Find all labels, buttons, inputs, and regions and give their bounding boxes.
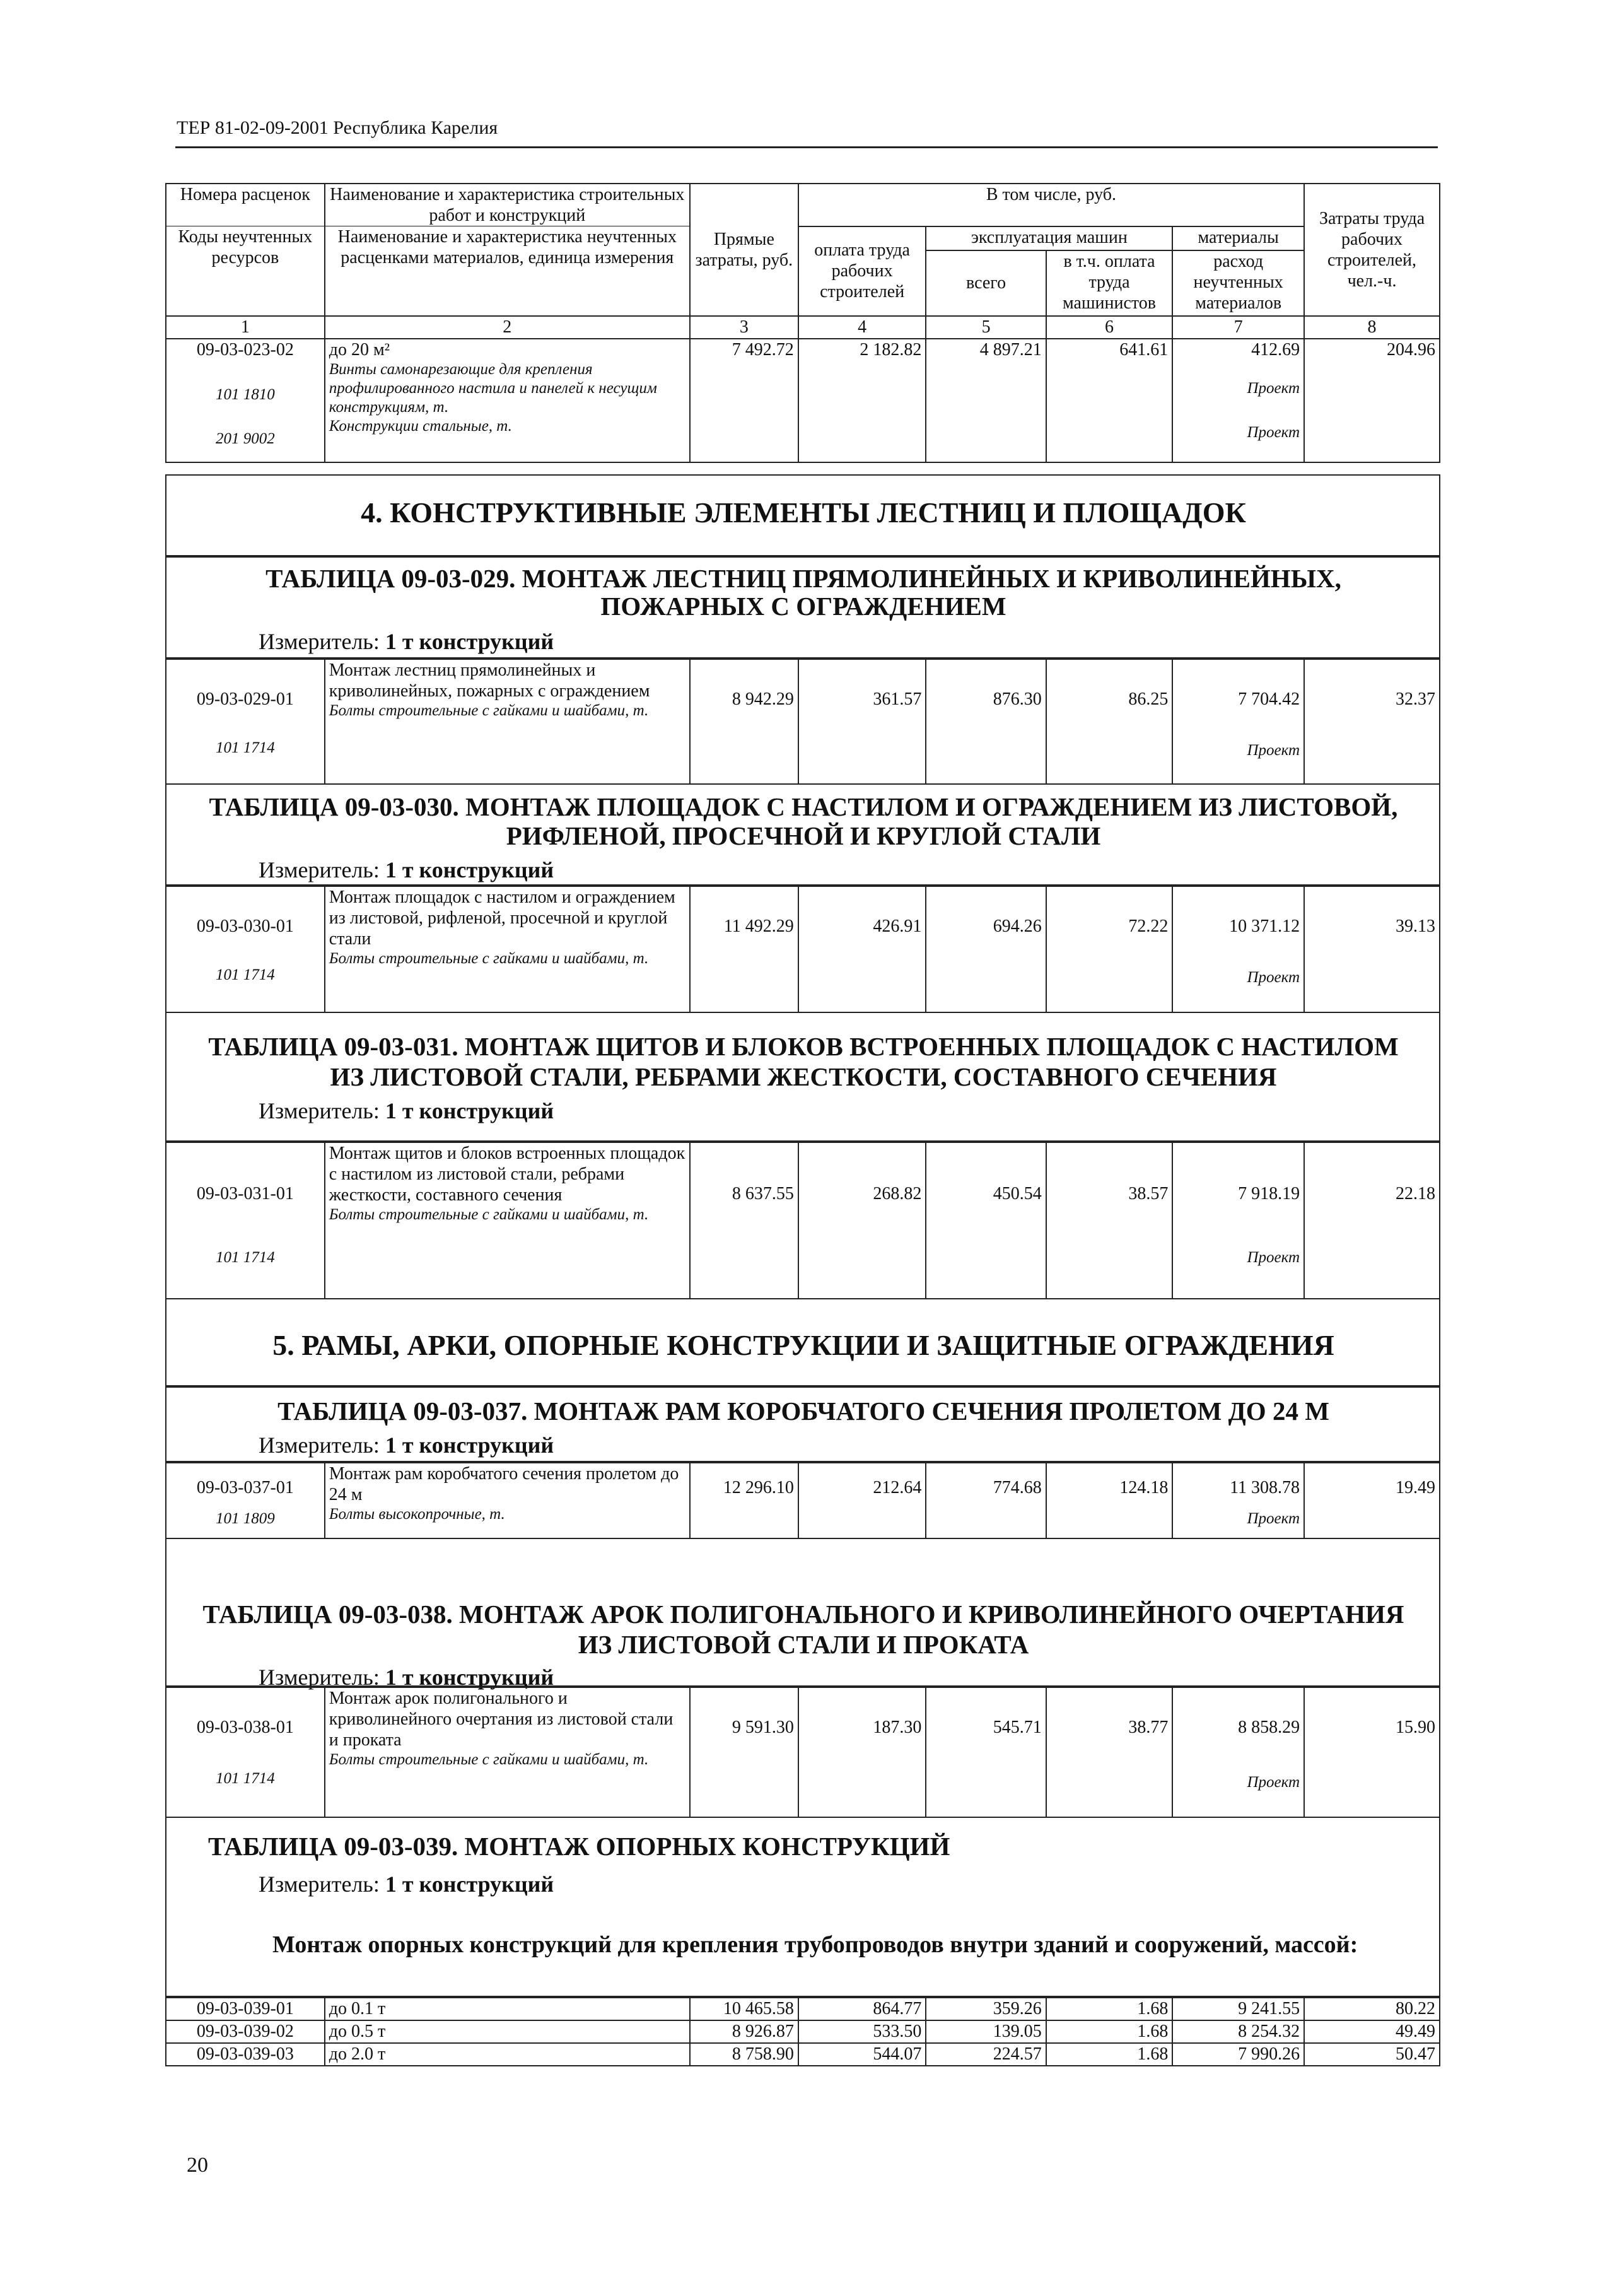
row-name: до 0.1 т [325, 1998, 690, 2020]
row-code-cell [166, 339, 325, 462]
resource-code: 101 1714 [215, 1249, 275, 1266]
wage-cost: 268.82 [798, 1142, 926, 1299]
col-mach-wage-header: в т.ч. оплата труда машинистов [1046, 250, 1173, 316]
materials-cost-cell [1172, 339, 1304, 462]
table-title: ИЗ ЛИСТОВОЙ СТАЛИ И ПРОКАТА [578, 1630, 1029, 1659]
materials-cost-cell [1172, 1463, 1304, 1538]
materials-cost: 412.69 [1251, 339, 1300, 360]
page-header: ТЕР 81-02-09-2001 Республика Карелия [177, 117, 498, 138]
row-name: Монтаж рам коробчатого сечения пролетом до 24 м [329, 1464, 679, 1504]
header-rule [175, 146, 1438, 148]
measurer-value: 1 т конструкций [385, 857, 554, 882]
row-code: 09-03-023-02 [196, 339, 294, 360]
section-title: 4. КОНСТРУКТИВНЫЕ ЭЛЕМЕНТЫ ЛЕСТНИЦ И ПЛОЩАДОК [361, 496, 1246, 529]
materials-cost: 10 371.12 [1229, 917, 1300, 936]
col-machine-header: эксплуатация машин [926, 226, 1172, 250]
table-039-rows [165, 1997, 1440, 2066]
resource-value: Проект [1247, 1249, 1300, 1266]
direct-cost: 7 492.72 [690, 339, 798, 462]
col-num: 5 [926, 316, 1046, 339]
measurer-value: 1 т конструкций [385, 1665, 554, 1690]
row-code-cell [166, 886, 325, 1012]
direct-cost: 8 926.87 [690, 2020, 798, 2043]
row-code: 09-03-038-01 [196, 1718, 294, 1737]
table-title: ПОЖАРНЫХ С ОГРАЖДЕНИЕМ [600, 592, 1006, 621]
machine-cost: 224.57 [926, 2043, 1046, 2066]
materials-cost-cell [1172, 659, 1304, 784]
col-incl-header: В том числе, руб. [798, 184, 1304, 226]
row-name: Монтаж площадок с настилом и ограждением из листовой, рифленой, просечной и круглой стали [329, 887, 675, 949]
resource-code: 101 1714 [215, 739, 275, 756]
measurer-value: 1 т конструкций [385, 1871, 554, 1897]
resource-code: 101 1809 [215, 1510, 275, 1527]
col-num: 8 [1304, 316, 1440, 339]
machine-cost: 876.30 [926, 659, 1046, 784]
row-code: 09-03-031-01 [196, 1184, 294, 1204]
resource-value: Проект [1247, 423, 1300, 441]
table-title: ТАБЛИЦА 09-03-039. МОНТАЖ ОПОРНЫХ КОНСТРУКЦИЙ [208, 1832, 950, 1861]
table-row [166, 339, 1440, 462]
row-name: Монтаж лестниц прямолинейных и криволинейных, пожарных с ограждением [329, 660, 650, 701]
machine-cost: 545.71 [926, 1687, 1046, 1817]
col-name-header: Наименование и характеристика строительных работ и конструкций [325, 184, 690, 226]
resource-name: Конструкции стальные, т. [329, 417, 512, 435]
wage-cost: 544.07 [798, 2043, 926, 2066]
machine-cost: 4 897.21 [926, 339, 1046, 462]
col-direct-header: Прямые затраты, руб. [690, 184, 798, 316]
materials-cost-cell [1172, 1687, 1304, 1817]
measurer-label: Измеритель: [259, 1871, 380, 1897]
materials-cost-cell [1172, 886, 1304, 1012]
table-row [166, 1142, 1440, 1299]
col-num: 7 [1172, 316, 1304, 339]
table-title: ИЗ ЛИСТОВОЙ СТАЛИ, РЕБРАМИ ЖЕСТКОСТИ, СОСТАВНОГО СЕЧЕНИЯ [330, 1062, 1277, 1091]
table-title: ТАБЛИЦА 09-03-030. МОНТАЖ ПЛОЩАДОК С НАСТИЛОМ И ОГРАЖДЕНИЕМ ИЗ ЛИСТОВОЙ, [209, 792, 1398, 821]
table-row [166, 1687, 1440, 1817]
row-name-cell [325, 1463, 690, 1538]
row-code: 09-03-039-03 [166, 2043, 325, 2066]
measurer-value: 1 т конструкций [385, 629, 554, 654]
measurer-label: Измеритель: [259, 857, 380, 882]
resource-name: Болты строительные с гайками и шайбами, т. [329, 1206, 649, 1223]
row-name-cell [325, 1142, 690, 1299]
materials-cost: 8 858.29 [1238, 1718, 1300, 1737]
row-name: Монтаж арок полигонального и криволинейного очертания из листовой стали и проката [329, 1689, 674, 1750]
col-materials-header: материалы [1172, 226, 1304, 250]
machine-cost: 359.26 [926, 1998, 1046, 2020]
labor-cost: 19.49 [1304, 1463, 1440, 1538]
table-row [166, 1998, 1440, 2020]
resource-value: Проект [1247, 742, 1300, 759]
table-row [166, 2043, 1440, 2066]
materials-cost: 9 241.55 [1172, 1998, 1304, 2020]
measurer [259, 1871, 554, 1897]
col-labor-header: Затраты труда рабочих строителей, чел.-ч. [1304, 184, 1440, 316]
row-code: 09-03-039-01 [166, 1998, 325, 2020]
table-title: ТАБЛИЦА 09-03-037. МОНТАЖ РАМ КОРОБЧАТОГО СЕЧЕНИЯ ПРОЛЕТОМ ДО 24 М [277, 1397, 1329, 1426]
table-title: ТАБЛИЦА 09-03-038. МОНТАЖ АРОК ПОЛИГОНАЛЬНОГО И КРИВОЛИНЕЙНОГО ОЧЕРТАНИЯ [202, 1600, 1404, 1629]
col-code-header: Номера расценок [166, 184, 325, 226]
table-subtitle: Монтаж опорных конструкций для крепления трубопроводов внутри зданий и сооружений, массой: [272, 1931, 1358, 1958]
wage-cost: 187.30 [798, 1687, 926, 1817]
machine-wage-cost: 38.57 [1046, 1142, 1173, 1299]
machine-cost: 774.68 [926, 1463, 1046, 1538]
resource-value: Проект [1247, 1510, 1300, 1527]
measurer-label: Измеритель: [259, 1432, 380, 1458]
row-code: 09-03-039-02 [166, 2020, 325, 2043]
direct-cost: 10 465.58 [690, 1998, 798, 2020]
wage-cost: 2 182.82 [798, 339, 926, 462]
row-code: 09-03-029-01 [196, 689, 294, 709]
measurer [259, 857, 554, 883]
machine-cost: 139.05 [926, 2020, 1046, 2043]
row-name: до 2.0 т [325, 2043, 690, 2066]
row-code-cell [166, 1687, 325, 1817]
machine-wage-cost: 124.18 [1046, 1463, 1173, 1538]
resource-code: 101 1714 [215, 966, 275, 983]
labor-cost: 204.96 [1304, 339, 1440, 462]
materials-cost-cell [1172, 1142, 1304, 1299]
table-row [166, 1463, 1440, 1538]
section-title: 5. РАМЫ, АРКИ, ОПОРНЫЕ КОНСТРУКЦИИ И ЗАЩИТНЫЕ ОГРАЖДЕНИЯ [272, 1329, 1334, 1361]
row-code: 09-03-037-01 [196, 1478, 294, 1497]
table-title: ТАБЛИЦА 09-03-031. МОНТАЖ ЩИТОВ И БЛОКОВ ВСТРОЕННЫХ ПЛОЩАДОК С НАСТИЛОМ [208, 1032, 1399, 1061]
resource-name: Болты строительные с гайками и шайбами, т. [329, 950, 649, 967]
row-name: Монтаж щитов и блоков встроенных площадок с настилом из листовой стали, ребрами жесткости, составного сечения [329, 1144, 685, 1205]
machine-wage-cost: 1.68 [1046, 2020, 1173, 2043]
wage-cost: 212.64 [798, 1463, 926, 1538]
measurer-value: 1 т конструкций [385, 1432, 554, 1458]
row-name-cell [325, 339, 690, 462]
resource-name: Винты самонарезающие для крепления профилированного настила и панелей к несущим конструкциям, т. [329, 360, 657, 416]
direct-cost: 11 492.29 [690, 886, 798, 1012]
col-num: 2 [325, 316, 690, 339]
resource-name: Болты строительные с гайками и шайбами, т. [329, 702, 649, 719]
col-rescode-header: Коды неучтенных ресурсов [166, 226, 325, 316]
row-code-cell [166, 1463, 325, 1538]
measurer-value: 1 т конструкций [385, 1098, 554, 1123]
measurer-label: Измеритель: [259, 1665, 380, 1690]
row-name: до 0.5 т [325, 2020, 690, 2043]
table-030-rows [165, 886, 1440, 1013]
row-code-cell [166, 1142, 325, 1299]
direct-cost: 9 591.30 [690, 1687, 798, 1817]
materials-cost: 11 308.78 [1230, 1478, 1300, 1497]
materials-cost: 8 254.32 [1172, 2020, 1304, 2043]
measurer [259, 628, 554, 655]
resource-value: Проект [1247, 1774, 1300, 1791]
measurer-label: Измеритель: [259, 629, 380, 654]
labor-cost: 50.47 [1304, 2043, 1440, 2066]
col-num: 6 [1046, 316, 1173, 339]
table-row [166, 2020, 1440, 2043]
materials-cost: 7 990.26 [1172, 2043, 1304, 2066]
price-table-header [165, 183, 1440, 463]
direct-cost: 8 637.55 [690, 1142, 798, 1299]
resource-value: Проект [1247, 379, 1300, 397]
table-031-rows [165, 1142, 1440, 1299]
labor-cost: 49.49 [1304, 2020, 1440, 2043]
wage-cost: 361.57 [798, 659, 926, 784]
wage-cost: 426.91 [798, 886, 926, 1012]
wage-cost: 864.77 [798, 1998, 926, 2020]
row-code: 09-03-030-01 [196, 917, 294, 936]
machine-wage-cost: 1.68 [1046, 1998, 1173, 2020]
table-title: ТАБЛИЦА 09-03-029. МОНТАЖ ЛЕСТНИЦ ПРЯМОЛИНЕЙНЫХ И КРИВОЛИНЕЙНЫХ, [265, 564, 1341, 593]
labor-cost: 32.37 [1304, 659, 1440, 784]
machine-wage-cost: 86.25 [1046, 659, 1173, 784]
machine-wage-cost: 641.61 [1046, 339, 1173, 462]
machine-cost: 694.26 [926, 886, 1046, 1012]
table-title: РИФЛЕНОЙ, ПРОСЕЧНОЙ И КРУГЛОЙ СТАЛИ [506, 821, 1101, 850]
direct-cost: 8 758.90 [690, 2043, 798, 2066]
col-num: 4 [798, 316, 926, 339]
resource-code: 101 1714 [215, 1770, 275, 1787]
table-037-rows [165, 1462, 1440, 1539]
labor-cost: 15.90 [1304, 1687, 1440, 1817]
table-row [166, 659, 1440, 784]
labor-cost: 22.18 [1304, 1142, 1440, 1299]
machine-wage-cost: 1.68 [1046, 2043, 1173, 2066]
col-num: 3 [690, 316, 798, 339]
machine-wage-cost: 38.77 [1046, 1687, 1173, 1817]
table-029-rows [165, 659, 1440, 785]
measurer [259, 1098, 554, 1124]
labor-cost: 80.22 [1304, 1998, 1440, 2020]
col-mach-total-header: всего [926, 250, 1046, 316]
resource-code: 101 1810 [215, 385, 275, 403]
machine-wage-cost: 72.22 [1046, 886, 1173, 1012]
col-resname-header: Наименование и характеристика неучтенных расценками материалов, единица измерения [325, 226, 690, 316]
resource-code: 201 9002 [215, 430, 275, 447]
col-num: 1 [166, 316, 325, 339]
measurer [259, 1432, 554, 1458]
wage-cost: 533.50 [798, 2020, 926, 2043]
row-name: до 20 м² [329, 339, 390, 360]
table-row [166, 886, 1440, 1012]
machine-cost: 450.54 [926, 1142, 1046, 1299]
page-number: 20 [187, 2153, 208, 2177]
table-038-rows [165, 1687, 1440, 1818]
row-name-cell [325, 886, 690, 1012]
row-name-cell [325, 659, 690, 784]
col-wage-header: оплата труда рабочих строителей [798, 226, 926, 316]
row-code-cell [166, 659, 325, 784]
col-mat-header: расход неучтенных материалов [1172, 250, 1304, 316]
row-name-cell [325, 1687, 690, 1817]
direct-cost: 8 942.29 [690, 659, 798, 784]
materials-cost: 7 918.19 [1238, 1184, 1300, 1204]
materials-cost: 7 704.42 [1238, 689, 1300, 709]
labor-cost: 39.13 [1304, 886, 1440, 1012]
measurer-label: Измеритель: [259, 1098, 380, 1123]
resource-value: Проект [1247, 969, 1300, 986]
direct-cost: 12 296.10 [690, 1463, 798, 1538]
resource-name: Болты высокопрочные, т. [329, 1506, 505, 1523]
resource-name: Болты строительные с гайками и шайбами, т. [329, 1751, 649, 1768]
